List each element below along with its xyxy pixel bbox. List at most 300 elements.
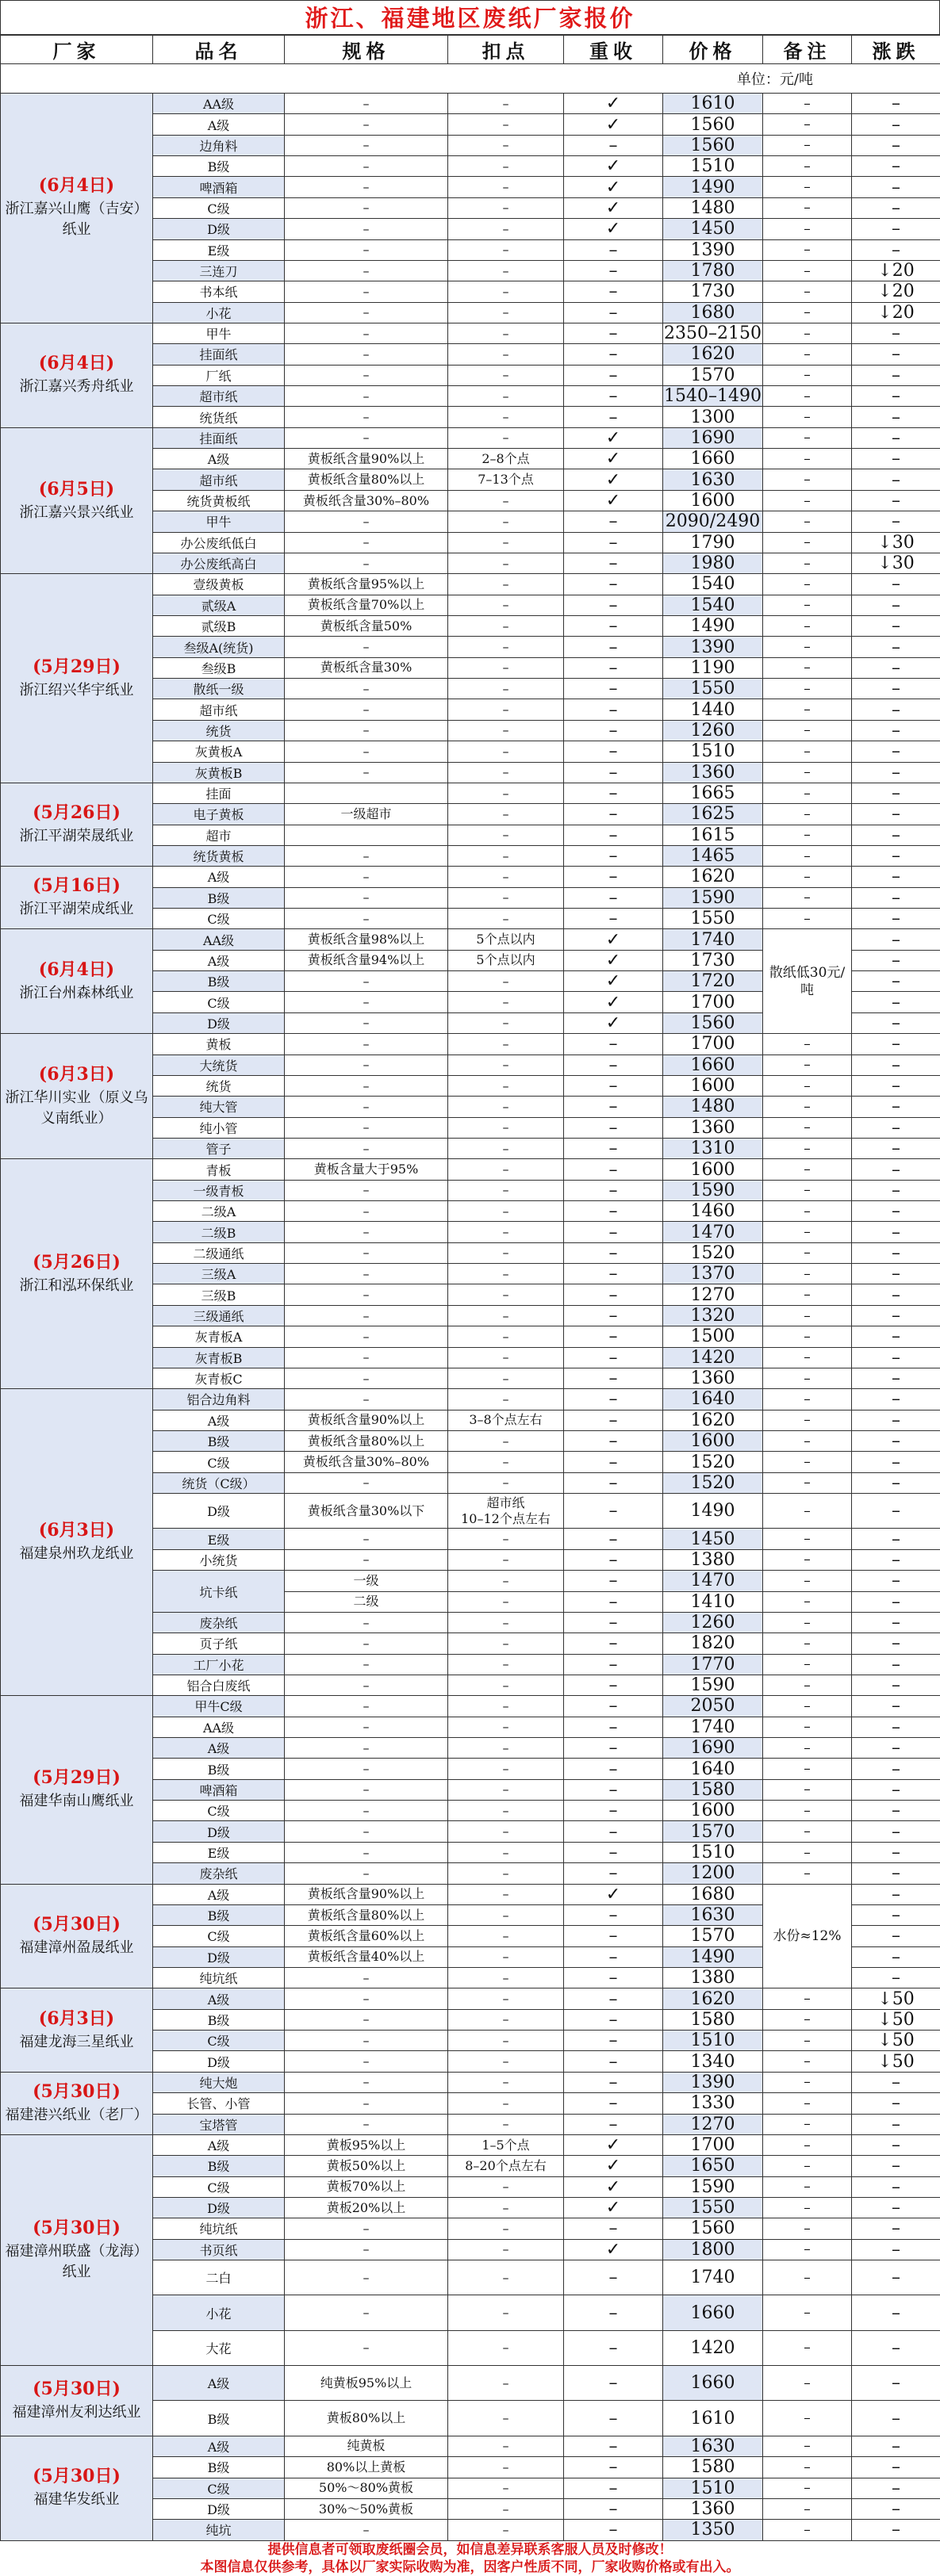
- price-cell: 1600: [663, 1075, 763, 1096]
- deduction-cell: –: [448, 741, 564, 762]
- product-name: 超市纸: [153, 699, 285, 720]
- remark-cell: –: [763, 2134, 852, 2155]
- deduction-cell: –: [448, 135, 564, 155]
- reweigh-cell: –: [564, 1738, 663, 1759]
- unit-row: [1, 64, 940, 94]
- change-cell: –: [852, 2134, 940, 2155]
- price-cell: 1520: [663, 1472, 763, 1493]
- deduction-cell: –: [448, 1326, 564, 1347]
- reweigh-cell: –: [564, 2478, 663, 2498]
- unit-label: 单位：元/吨: [1, 64, 940, 94]
- change-cell: –: [852, 929, 940, 950]
- quote-date: (6月3日): [38, 1063, 115, 1085]
- reweigh-cell: –: [564, 2330, 663, 2365]
- remark-cell: –: [763, 219, 852, 239]
- remark-cell: –: [763, 2218, 852, 2239]
- header-cell: 扣点: [448, 36, 564, 64]
- reweigh-cell: –: [564, 804, 663, 825]
- change-cell: –: [852, 1884, 940, 1904]
- deduction-cell: –: [448, 1988, 564, 2009]
- price-cell: 1560: [663, 135, 763, 155]
- deduction-cell: –: [448, 2114, 564, 2134]
- spec-cell: –: [285, 260, 448, 281]
- change-cell: –: [852, 1472, 940, 1493]
- spec-cell: 黄板纸含量80%以上: [285, 1904, 448, 1925]
- deduction-cell: –: [448, 1075, 564, 1096]
- spec-cell: –: [285, 407, 448, 427]
- deduction-cell: –: [448, 804, 564, 825]
- remark-cell: 水份≈12%: [763, 1884, 852, 1988]
- reweigh-cell: –: [564, 1842, 663, 1862]
- spec-cell: –: [285, 2009, 448, 2030]
- remark-cell: –: [763, 637, 852, 657]
- product-name: 三级通纸: [153, 1305, 285, 1326]
- change-cell: –: [852, 1117, 940, 1138]
- price-cell: 1270: [663, 2114, 763, 2134]
- price-cell: 1660: [663, 1055, 763, 1075]
- reweigh-cell: –: [564, 239, 663, 260]
- deduction-cell: 2–8个点: [448, 449, 564, 469]
- change-cell: –: [852, 992, 940, 1012]
- deduction-cell: –: [448, 1759, 564, 1779]
- product-name: C级: [153, 197, 285, 218]
- product-name: 管子: [153, 1138, 285, 1158]
- spec-cell: –: [285, 2260, 448, 2295]
- company-name: 浙江嘉兴秀舟纸业: [19, 378, 134, 396]
- remark-cell: –: [763, 323, 852, 343]
- remark-cell: –: [763, 783, 852, 803]
- deduction-cell: –: [448, 1242, 564, 1263]
- reweigh-cell: ✓: [564, 971, 663, 992]
- change-cell: –: [852, 699, 940, 720]
- change-cell: –: [852, 1842, 940, 1862]
- spec-cell: –: [285, 2114, 448, 2134]
- product-name: 小花: [153, 2295, 285, 2330]
- product-name: D级: [153, 1821, 285, 1842]
- price-cell: 1470: [663, 1571, 763, 1591]
- remark-cell: –: [763, 2295, 852, 2330]
- spec-cell: 黄板80%以上: [285, 2401, 448, 2436]
- change-cell: –: [852, 1696, 940, 1717]
- reweigh-cell: –: [564, 1452, 663, 1472]
- remark-cell: –: [763, 845, 852, 866]
- deduction-cell: –: [448, 1717, 564, 1737]
- quote-date: (6月4日): [38, 175, 115, 197]
- product-name: 统货: [153, 1075, 285, 1096]
- change-cell: –: [852, 323, 940, 343]
- product-name: 大统货: [153, 1055, 285, 1075]
- product-name: 页子纸: [153, 1633, 285, 1654]
- price-cell: 1665: [663, 783, 763, 803]
- company-cell: [1, 94, 153, 323]
- change-cell: –: [852, 1946, 940, 1967]
- product-name: 青板: [153, 1159, 285, 1180]
- quote-date: (6月4日): [38, 353, 115, 374]
- change-cell: –: [852, 574, 940, 595]
- change-cell: –: [852, 1675, 940, 1695]
- spec-cell: 黄板50%以上: [285, 2156, 448, 2176]
- remark-cell: –: [763, 1494, 852, 1529]
- product-name: 挂面: [153, 783, 285, 803]
- reweigh-cell: –: [564, 1264, 663, 1284]
- price-cell: 2090/2490: [663, 511, 763, 532]
- price-cell: 1270: [663, 1284, 763, 1305]
- quote-date: (5月30日): [33, 2466, 121, 2487]
- table-row: [1, 1389, 940, 1410]
- remark-cell: –: [763, 2051, 852, 2072]
- reweigh-cell: –: [564, 2093, 663, 2114]
- change-cell: –: [852, 783, 940, 803]
- deduction-cell: –: [448, 971, 564, 992]
- reweigh-cell: ✓: [564, 2239, 663, 2260]
- remark-cell: –: [763, 1591, 852, 1612]
- spec-cell: –: [285, 1012, 448, 1033]
- price-cell: 1340: [663, 2051, 763, 2072]
- price-cell: 1450: [663, 1529, 763, 1549]
- deduction-cell: –: [448, 427, 564, 448]
- change-cell: –: [852, 1571, 940, 1591]
- remark-cell: –: [763, 1821, 852, 1842]
- spec-cell: –: [285, 2295, 448, 2330]
- deduction-cell: –: [448, 1452, 564, 1472]
- spec-cell: –: [285, 1075, 448, 1096]
- change-cell: –: [852, 1494, 940, 1529]
- change-cell: –: [852, 2295, 940, 2330]
- product-name: 统货纸: [153, 407, 285, 427]
- spec-cell: –: [285, 2239, 448, 2260]
- quote-date: (6月5日): [38, 478, 115, 500]
- change-cell: –: [852, 1012, 940, 1033]
- change-cell: –: [852, 1201, 940, 1222]
- reweigh-cell: –: [564, 2051, 663, 2072]
- deduction-cell: –: [448, 1904, 564, 1925]
- company-name: 浙江和泓环保纸业: [19, 1277, 134, 1294]
- deduction-cell: –: [448, 1529, 564, 1549]
- table-row: [1, 1034, 940, 1055]
- spec-cell: 黄板含量大于95%: [285, 1159, 448, 1180]
- remark-cell: –: [763, 1326, 852, 1347]
- remark-cell: –: [763, 909, 852, 929]
- remark-cell: –: [763, 1549, 852, 1570]
- product-name: C级: [153, 2031, 285, 2051]
- reweigh-cell: –: [564, 260, 663, 281]
- remark-cell: –: [763, 1389, 852, 1410]
- remark-cell: –: [763, 197, 852, 218]
- deduction-cell: –: [448, 783, 564, 803]
- remark-cell: –: [763, 1801, 852, 1821]
- reweigh-cell: –: [564, 386, 663, 407]
- product-name: D级: [153, 219, 285, 239]
- spec-cell: 纯黄板95%以上: [285, 2366, 448, 2401]
- change-cell: –: [852, 1612, 940, 1632]
- deduction-cell: –: [448, 1389, 564, 1410]
- price-cell: 1980: [663, 553, 763, 573]
- change-cell: –: [852, 344, 940, 365]
- change-cell: –: [852, 1431, 940, 1452]
- change-cell: –: [852, 239, 940, 260]
- remark-cell: –: [763, 1452, 852, 1472]
- spec-cell: –: [285, 1863, 448, 1884]
- product-name: AA级: [153, 94, 285, 114]
- remark-cell: –: [763, 1075, 852, 1096]
- deduction-cell: 1–5个点: [448, 2134, 564, 2155]
- reweigh-cell: –: [564, 1779, 663, 1800]
- remark-cell: –: [763, 1738, 852, 1759]
- deduction-cell: –: [448, 197, 564, 218]
- change-cell: –: [852, 2156, 940, 2176]
- change-cell: ↓30: [852, 553, 940, 573]
- product-name: 三连刀: [153, 260, 285, 281]
- remark-cell: –: [763, 1612, 852, 1632]
- deduction-cell: –: [448, 2051, 564, 2072]
- spec-cell: 黄板纸含量90%以上: [285, 449, 448, 469]
- product-name: 纯坑: [153, 2520, 285, 2540]
- price-cell: 1580: [663, 2009, 763, 2030]
- price-cell: 1490: [663, 177, 763, 197]
- change-cell: –: [852, 909, 940, 929]
- header-cell: 备注: [763, 36, 852, 64]
- product-name: 大花: [153, 2330, 285, 2365]
- spec-cell: –: [285, 762, 448, 783]
- change-cell: –: [852, 1633, 940, 1654]
- remark-cell: –: [763, 1431, 852, 1452]
- deduction-cell: –: [448, 1180, 564, 1200]
- deduction-cell: –: [448, 344, 564, 365]
- spec-cell: –: [285, 1264, 448, 1284]
- change-cell: –: [852, 407, 940, 427]
- deduction-cell: –: [448, 1863, 564, 1884]
- price-cell: 1680: [663, 302, 763, 323]
- spec-cell: [285, 825, 448, 845]
- change-cell: –: [852, 2498, 940, 2519]
- deduction-cell: –: [448, 2295, 564, 2330]
- spec-cell: –: [285, 1368, 448, 1388]
- product-name: 二级通纸: [153, 1242, 285, 1263]
- price-cell: 1590: [663, 1675, 763, 1695]
- remark-cell: –: [763, 239, 852, 260]
- reweigh-cell: –: [564, 1549, 663, 1570]
- reweigh-cell: –: [564, 1389, 663, 1410]
- reweigh-cell: –: [564, 2031, 663, 2051]
- change-cell: ↓30: [852, 532, 940, 553]
- change-cell: –: [852, 2218, 940, 2239]
- company-cell: [1, 867, 153, 929]
- price-cell: 1260: [663, 720, 763, 741]
- reweigh-cell: ✓: [564, 929, 663, 950]
- deduction-cell: –: [448, 532, 564, 553]
- change-cell: –: [852, 1055, 940, 1075]
- change-cell: ↓50: [852, 2051, 940, 2072]
- deduction-cell: –: [448, 1801, 564, 1821]
- price-cell: 2350–2150: [664, 323, 762, 344]
- price-cell: 1550: [663, 909, 763, 929]
- price-cell: 1360: [663, 762, 763, 783]
- product-name: 黄板: [153, 1034, 285, 1055]
- change-cell: –: [852, 1389, 940, 1410]
- reweigh-cell: –: [564, 2366, 663, 2401]
- change-cell: –: [852, 2176, 940, 2197]
- price-cell: 1730: [663, 950, 763, 970]
- remark-cell: –: [763, 574, 852, 595]
- price-cell: 1690: [663, 1738, 763, 1759]
- reweigh-cell: –: [564, 1284, 663, 1305]
- change-cell: –: [852, 427, 940, 448]
- deduction-cell: –: [448, 699, 564, 720]
- product-name: 纯坑纸: [153, 1967, 285, 1988]
- product-name: A级: [153, 1884, 285, 1904]
- change-cell: ↓50: [852, 2031, 940, 2051]
- price-table: [0, 35, 940, 2541]
- product-name: 二白: [153, 2260, 285, 2295]
- remark-cell: –: [763, 2176, 852, 2197]
- price-cell: 1580: [663, 2457, 763, 2478]
- price-cell: 1620: [663, 1988, 763, 2009]
- deduction-cell: –: [448, 1431, 564, 1452]
- remark-cell: –: [763, 2093, 852, 2114]
- remark-cell: –: [763, 469, 852, 490]
- reweigh-cell: –: [564, 1717, 663, 1737]
- change-cell: –: [852, 1242, 940, 1263]
- change-cell: –: [852, 867, 940, 887]
- change-cell: –: [852, 1452, 940, 1472]
- table-row: [1, 1696, 940, 1717]
- spec-cell: –: [285, 1612, 448, 1632]
- spec-cell: –: [285, 867, 448, 887]
- product-name: D级: [153, 2051, 285, 2072]
- spec-cell: 黄板纸含量90%以上: [285, 1884, 448, 1904]
- product-name: C级: [153, 1926, 285, 1946]
- deduction-cell: –: [448, 1305, 564, 1326]
- reweigh-cell: –: [564, 135, 663, 155]
- remark-cell: –: [763, 94, 852, 114]
- spec-cell: 黄板纸含量95%以上: [285, 574, 448, 595]
- change-cell: –: [852, 1097, 940, 1117]
- company-name: 福建龙海三星纸业: [19, 2033, 134, 2050]
- product-name: C级: [153, 2176, 285, 2197]
- remark-cell: –: [763, 490, 852, 511]
- spec-cell: –: [285, 511, 448, 532]
- change-cell: –: [852, 365, 940, 385]
- company-cell: [1, 323, 153, 427]
- price-cell: 1520: [663, 1242, 763, 1263]
- price-cell: 1680: [663, 1884, 763, 1904]
- company-cell: [1, 2436, 153, 2540]
- remark-cell: –: [763, 281, 852, 302]
- deduction-cell: –: [448, 1117, 564, 1138]
- reweigh-cell: –: [564, 762, 663, 783]
- table-row: [1, 783, 940, 803]
- product-name: 啤酒箱: [153, 177, 285, 197]
- reweigh-cell: –: [564, 574, 663, 595]
- spec-cell: –: [285, 2330, 448, 2365]
- reweigh-cell: –: [564, 1571, 663, 1591]
- deduction-cell: –: [448, 825, 564, 845]
- deduction-cell: –: [448, 239, 564, 260]
- reweigh-cell: –: [564, 407, 663, 427]
- product-name: 厂纸: [153, 365, 285, 385]
- change-cell: –: [852, 1264, 940, 1284]
- reweigh-cell: ✓: [564, 197, 663, 218]
- spec-cell: 黄板纸含量80%以上: [285, 469, 448, 490]
- price-cell: 1790: [663, 532, 763, 553]
- remark-cell: –: [763, 2197, 852, 2218]
- change-cell: –: [852, 1967, 940, 1988]
- product-name: D级: [153, 1946, 285, 1967]
- reweigh-cell: ✓: [564, 156, 663, 177]
- remark-cell: –: [763, 2401, 852, 2436]
- price-cell: 1390: [663, 637, 763, 657]
- spec-cell: –: [285, 1549, 448, 1570]
- spec-cell: –: [285, 1242, 448, 1263]
- remark-cell: –: [763, 1571, 852, 1591]
- reweigh-cell: –: [564, 679, 663, 699]
- deduction-cell: –: [448, 2366, 564, 2401]
- spec-cell: 纯黄板: [285, 2436, 448, 2456]
- change-cell: –: [852, 1801, 940, 1821]
- price-cell: 1390: [663, 239, 763, 260]
- company-name: 浙江华川实业（原义乌义南纸业）: [5, 1089, 148, 1127]
- remark-cell: –: [763, 344, 852, 365]
- price-cell: 1560: [663, 2218, 763, 2239]
- reweigh-cell: –: [564, 2520, 663, 2540]
- quote-date: (6月3日): [38, 2008, 115, 2029]
- product-name: 工厂小花: [153, 1654, 285, 1675]
- remark-cell: –: [763, 1284, 852, 1305]
- price-cell: 1570: [663, 1926, 763, 1946]
- change-cell: –: [852, 197, 940, 218]
- spec-cell: –: [285, 1138, 448, 1158]
- deduction-cell: –: [448, 94, 564, 114]
- price-cell: 1360: [663, 1368, 763, 1388]
- spec-cell: –: [285, 1801, 448, 1821]
- remark-cell: –: [763, 386, 852, 407]
- price-cell: 1500: [663, 1326, 763, 1347]
- reweigh-cell: –: [564, 1159, 663, 1180]
- change-cell: ↓20: [852, 302, 940, 323]
- deduction-cell: –: [448, 365, 564, 385]
- product-name: D级: [153, 1012, 285, 1033]
- spec-cell: –: [285, 1759, 448, 1779]
- product-name: A级: [153, 114, 285, 135]
- product-name: B级: [153, 2009, 285, 2030]
- table-row: [1, 929, 940, 950]
- company-name: 福建漳州友利达纸业: [12, 2403, 141, 2421]
- change-cell: –: [852, 1326, 940, 1347]
- spec-cell: 黄板70%以上: [285, 2176, 448, 2197]
- reweigh-cell: –: [564, 1368, 663, 1388]
- deduction-cell: –: [448, 1138, 564, 1158]
- remark-cell: –: [763, 1305, 852, 1326]
- change-cell: –: [852, 94, 940, 114]
- remark-cell: –: [763, 2478, 852, 2498]
- deduction-cell: –: [448, 1222, 564, 1242]
- deduction-cell: –: [448, 2478, 564, 2498]
- price-cell: 1420: [663, 1347, 763, 1368]
- product-name: AA级: [153, 1717, 285, 1737]
- deduction-cell: –: [448, 511, 564, 532]
- change-cell: –: [852, 1738, 940, 1759]
- product-name: 长管、小管: [153, 2093, 285, 2114]
- reweigh-cell: –: [564, 1347, 663, 1368]
- product-name: 坑卡纸: [153, 1571, 285, 1613]
- remark-cell: –: [763, 1779, 852, 1800]
- spec-cell: 黄板纸含量40%以上: [285, 1946, 448, 1967]
- remark-cell: –: [763, 699, 852, 720]
- price-cell: 1740: [663, 1717, 763, 1737]
- deduction-cell: –: [448, 302, 564, 323]
- product-name: A级: [153, 1738, 285, 1759]
- remark-cell: –: [763, 741, 852, 762]
